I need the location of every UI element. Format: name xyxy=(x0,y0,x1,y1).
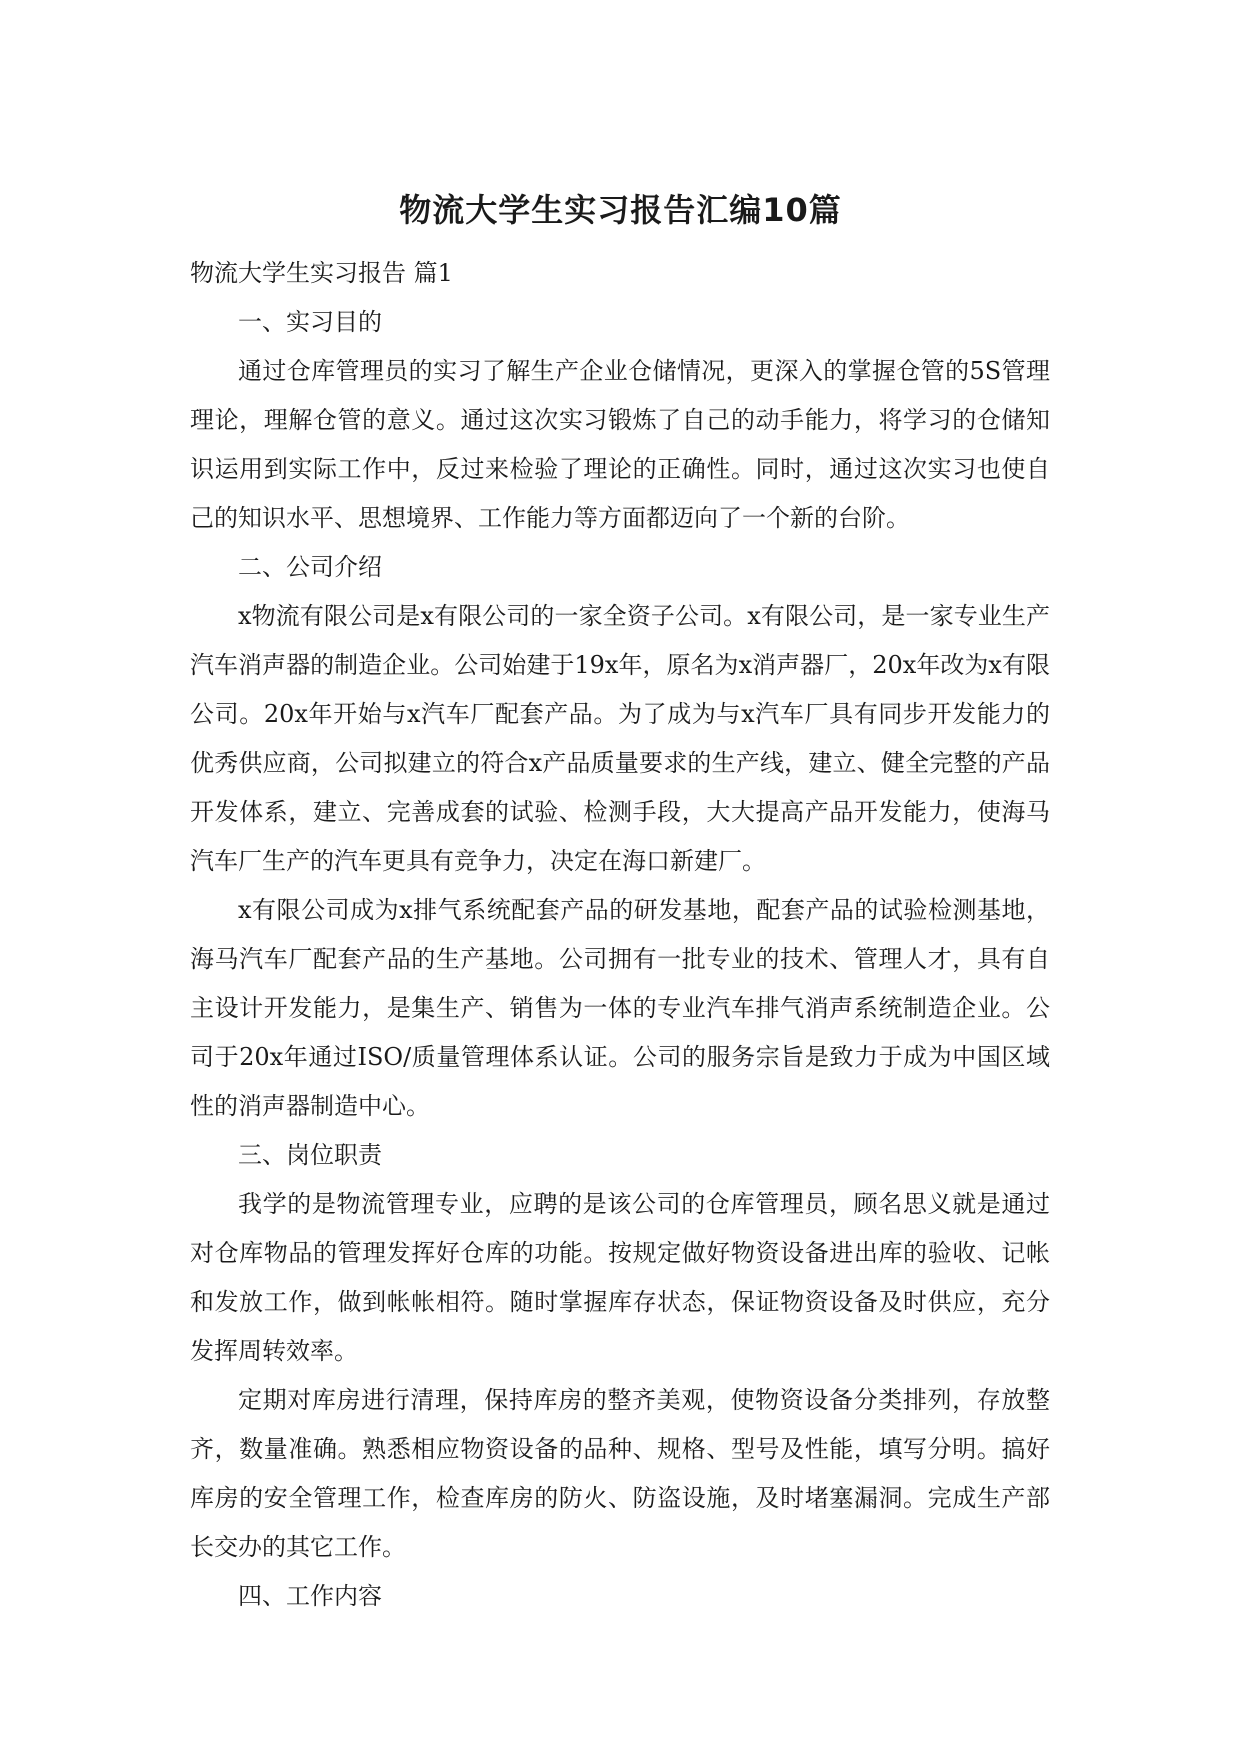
document-body xyxy=(190,249,1050,1621)
paragraph-duties: 我学的是物流管理专业，应聘的是该公司的仓库管理员，顾名思义就是通过对仓库物品的管理发挥好仓库的功能。按规定做好物资设备进出库的验收、记帐和发放工作，做到帐帐相符。随时掌握库存状态，保证物资设备及时供应，充分发挥周转效率。 xyxy=(190,1190,1050,1365)
section-heading-purpose: 一、实习目的 xyxy=(238,308,382,336)
report-subtitle: 物流大学生实习报告 篇1 xyxy=(190,259,453,287)
section-heading-company: 二、公司介绍 xyxy=(238,553,382,581)
paragraph-company-intro: x物流有限公司是x有限公司的一家全资子公司。x有限公司，是一家专业生产汽车消声器的制造企业。公司始建于19x年，原名为x消声器厂，20x年改为x有限公司。20x年开始与x汽车厂配套产品。为了成为与x汽车厂具有同步开发能力的优秀供应商，公司拟建立的符合x产品质量要求的生产线，建立、健全完整的产品开发体系，建立、完善成套的试验、检测手段，大大提高产品开发能力，使海马汽车厂生产的汽车更具有竞争力，决定在海口新建厂。 xyxy=(190,602,1050,875)
paragraph-company-base: x有限公司成为x排气系统配套产品的研发基地，配套产品的试验检测基地，海马汽车厂配套产品的生产基地。公司拥有一批专业的技术、管理人才，具有自主设计开发能力，是集生产、销售为一体的专业汽车排气消声系统制造企业。公司于20x年通过ISO/质量管理体系认证。公司的服务宗旨是致力于成为中国区域性的消声器制造中心。 xyxy=(190,896,1050,1120)
document-title: 物流大学生实习报告汇编10篇 xyxy=(399,191,842,229)
section-heading-work-content: 四、工作内容 xyxy=(238,1582,382,1610)
paragraph-purpose: 通过仓库管理员的实习了解生产企业仓储情况，更深入的掌握仓管的5S管理理论，理解仓管的意义。通过这次实习锻炼了自己的动手能力，将学习的仓储知识运用到实际工作中，反过来检验了理论的正确性。同时，通过这次实习也使自己的知识水平、思想境界、工作能力等方面都迈向了一个新的台阶。 xyxy=(190,357,1050,532)
section-heading-duties: 三、岗位职责 xyxy=(238,1141,382,1169)
paragraph-warehouse-cleaning: 定期对库房进行清理，保持库房的整齐美观，使物资设备分类排列，存放整齐，数量准确。熟悉相应物资设备的品种、规格、型号及性能，填写分明。搞好库房的安全管理工作，检查库房的防火、防盗设施，及时堵塞漏洞。完成生产部长交办的其它工作。 xyxy=(190,1386,1050,1561)
